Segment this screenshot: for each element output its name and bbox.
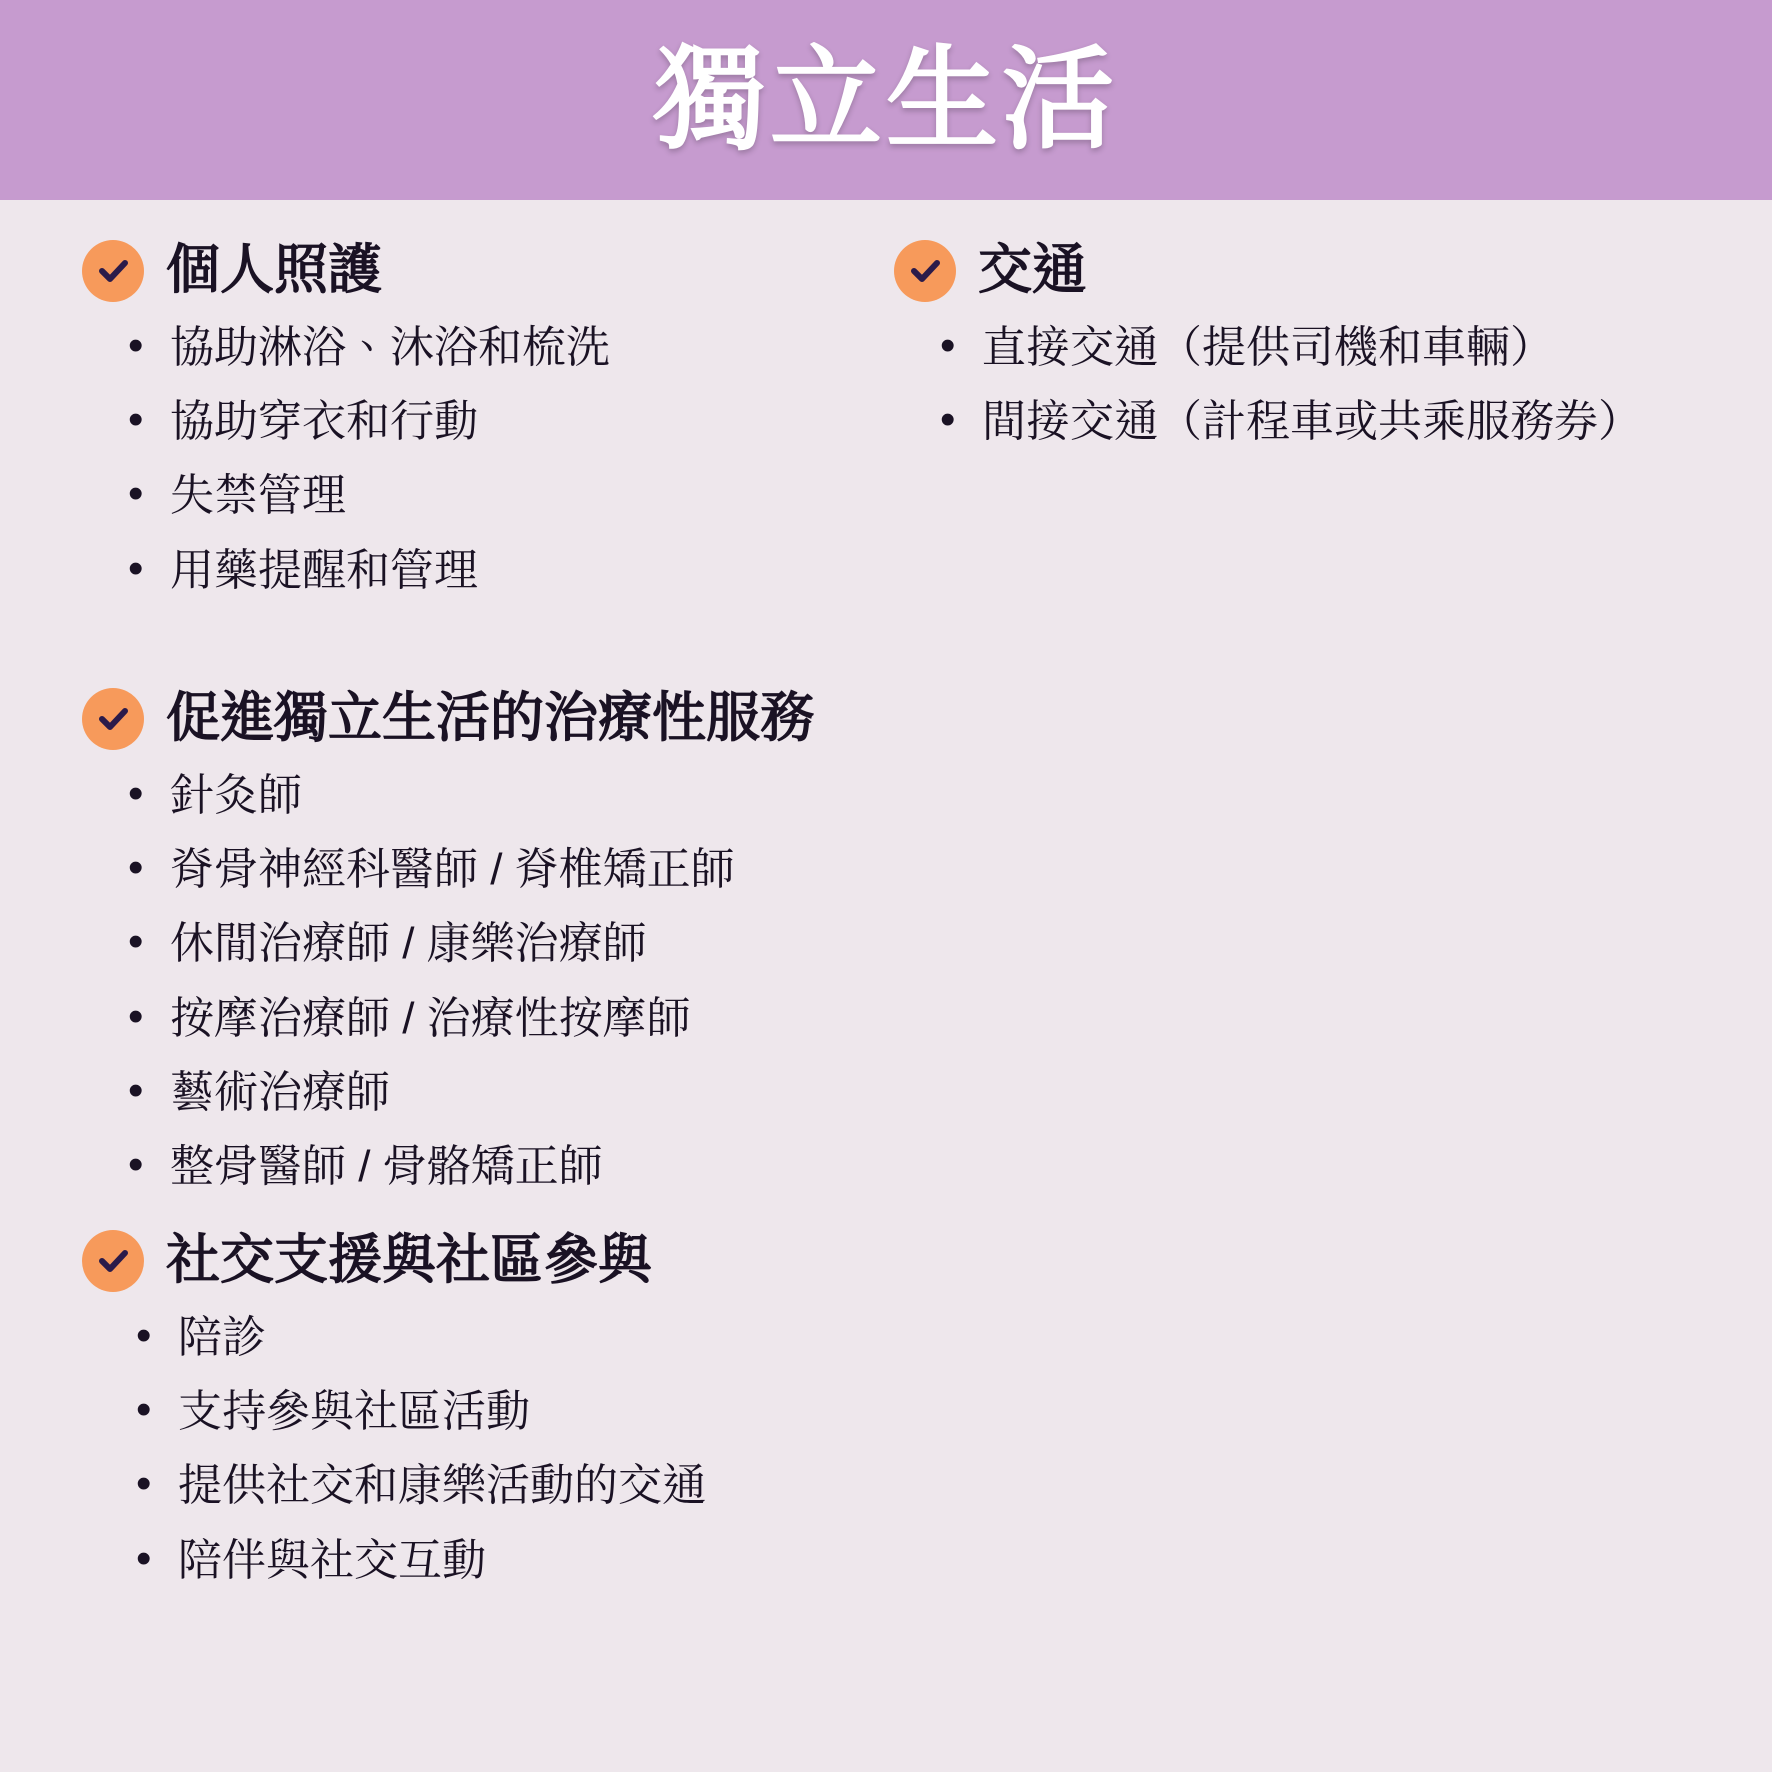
section-social-support — [0, 1230, 1772, 1603]
list-item: • 協助淋浴、沐浴和梳洗 — [170, 316, 880, 380]
section-title-therapeutic-services: 促進獨立生活的治療性服務 — [166, 688, 814, 749]
section-header-therapeutic-services — [0, 688, 1772, 750]
list-transportation — [880, 316, 1772, 454]
list-item: • 間接交通（計程車或共乘服務券） — [982, 390, 1772, 454]
section-title-transportation: 交通 — [978, 240, 1086, 301]
page-header — [0, 0, 1772, 200]
top-columns — [0, 200, 1772, 613]
list-personal-care — [0, 316, 880, 603]
left-column — [0, 200, 880, 613]
list-item: • 按摩治療師 / 治療性按摩師 — [170, 987, 1772, 1051]
list-item: • 藝術治療師 — [170, 1061, 1772, 1125]
list-item: • 陪診 — [178, 1306, 1772, 1370]
list-item: • 整骨醫師 / 骨骼矯正師 — [170, 1135, 1772, 1199]
list-therapeutic-services — [0, 764, 1772, 1199]
list-item: • 休閒治療師 / 康樂治療師 — [170, 912, 1772, 976]
page-title: 獨立生活 — [654, 37, 1118, 162]
check-circle-icon — [894, 240, 956, 302]
section-transportation — [880, 240, 1772, 454]
content-body — [0, 200, 1772, 1772]
list-item: • 失禁管理 — [170, 464, 880, 528]
right-column — [880, 200, 1772, 613]
list-item: • 協助穿衣和行動 — [170, 390, 880, 454]
section-title-personal-care: 個人照護 — [166, 240, 382, 301]
section-header-transportation — [880, 240, 1772, 302]
check-circle-icon — [82, 1230, 144, 1292]
list-item: • 用藥提醒和管理 — [170, 539, 880, 603]
list-item: • 支持參與社區活動 — [178, 1380, 1772, 1444]
section-title-social-support: 社交支援與社區參與 — [166, 1230, 652, 1291]
check-circle-icon — [82, 240, 144, 302]
section-header-social-support — [0, 1230, 1772, 1292]
list-item: • 脊骨神經科醫師 / 脊椎矯正師 — [170, 838, 1772, 902]
section-therapeutic-services — [0, 688, 1772, 1209]
section-header-personal-care — [0, 240, 880, 302]
section-personal-care — [0, 240, 880, 603]
check-circle-icon — [82, 688, 144, 750]
list-item: • 直接交通（提供司機和車輛） — [982, 316, 1772, 380]
list-social-support — [0, 1306, 1772, 1593]
list-item: • 提供社交和康樂活動的交通 — [178, 1454, 1772, 1518]
list-item: • 陪伴與社交互動 — [178, 1529, 1772, 1593]
list-item: • 針灸師 — [170, 764, 1772, 828]
